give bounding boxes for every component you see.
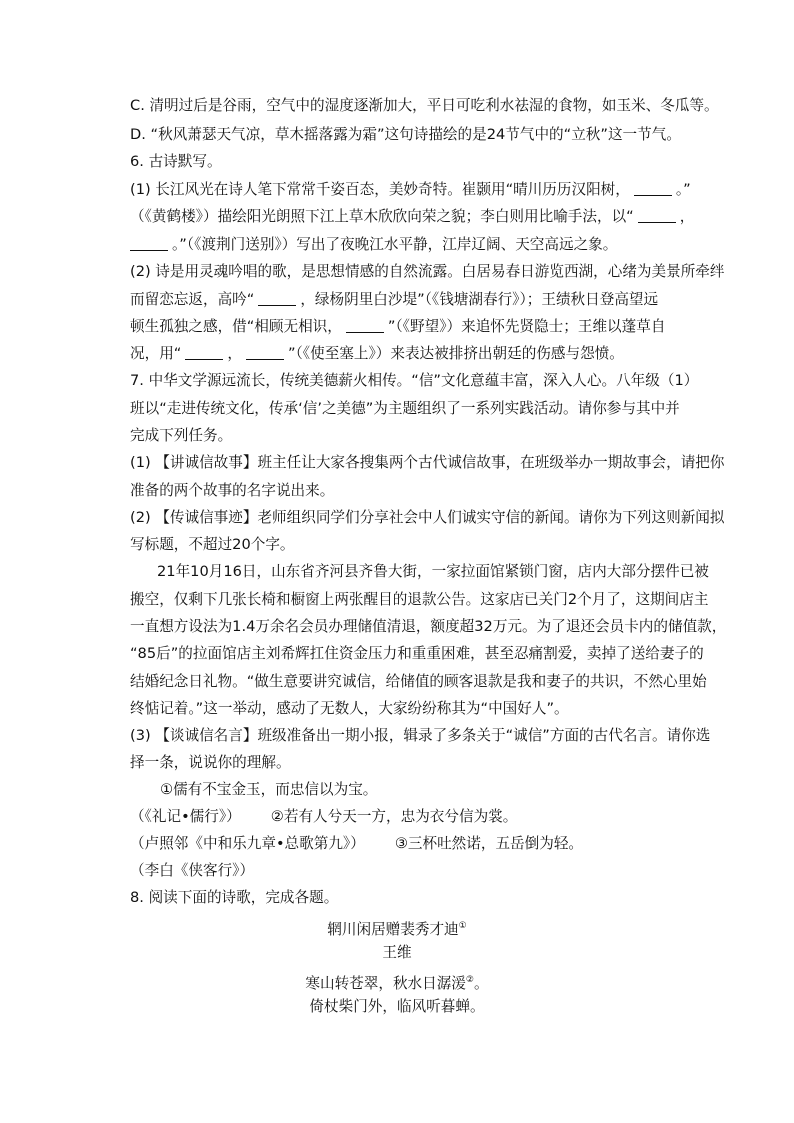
source: （《礼记•儒行》） (130, 808, 241, 825)
q7-1-line-2: 准备的两个故事的名字说出来。 (130, 482, 335, 499)
question-7-line-1: 7. 中华文学源远流长，传统美德薪火相传。“信”文化意蕴丰富，深入人心。八年级（1） (130, 372, 699, 389)
poem-author: 王维 (382, 944, 412, 961)
q6-1-line-3 (130, 235, 617, 255)
text: ， (679, 208, 695, 225)
text: 顿生孤独之感，借“相顾无相识， (130, 318, 342, 335)
answer-blank (258, 291, 296, 306)
answer-blank (634, 181, 672, 196)
q6-2-line-2 (130, 290, 658, 310)
text: （《黄鹤楼》）描绘阳光朗照下江上草木欣欣向荣之貌；李白则用比喻手法，以“ (130, 208, 634, 225)
news-line-3: 一直想方设法为1.4万余名会员办理储值清退，额度超32万元。为了退还会员卡内的储值款， (130, 618, 727, 635)
text: 。” (675, 181, 691, 198)
text: ”（《使至塞上》）来表达被排挤出朝廷的伤感与怨愤。 (287, 345, 624, 362)
answer-blank (130, 236, 168, 251)
answer-blank (346, 318, 384, 333)
quote-2: ②若有人兮天一方，忠为衣兮信为裳。 (270, 808, 518, 825)
quote-line-3 (130, 834, 583, 854)
news-line-2: 搬空，仅剩下几张长椅和橱窗上两张醒目的退款公告。这家店已关门2个月了，这期间店主 (130, 591, 709, 608)
q6-2-line-1: (2) 诗是用灵魂吟唱的歌，是思想情感的自然流露。白居易春日游览西湖，心绪为美景所牵绊 (130, 263, 725, 280)
q7-3-line-1: (3) 【谈诚信名言】班级准备出一期小报，辑录了多条关于“诚信”方面的古代名言。请你选 (130, 727, 711, 744)
footnote-marker: ① (458, 921, 467, 931)
answer-blank (185, 345, 223, 360)
question-7-line-3: 完成下列任务。 (130, 427, 233, 444)
q7-2-line-2: 写标题，不超过20个字。 (130, 536, 295, 553)
q6-1-line-2 (130, 207, 694, 227)
poem-line-1 (0, 970, 794, 994)
q7-2-line-1: (2) 【传诚信事迹】老师组织同学们分享社会中人们诚实守信的新闻。请你为下列这则新闻拟 (130, 509, 725, 526)
text: 而留恋忘返，高吟“ (130, 291, 255, 308)
poem-line-2: 倚杖柴门外，临风听暮蝉。 (309, 998, 485, 1015)
poem-line-1-end: 。 (474, 975, 489, 992)
q6-2-line-3 (130, 317, 665, 337)
source: （卢照邻《中和乐九章•总歌第九》） (130, 835, 365, 852)
quote-3: ③三杯吐然诺，五岳倒为轻。 (394, 835, 584, 852)
poem-title (0, 916, 794, 940)
question-6-heading: 6. 古诗默写。 (130, 153, 222, 170)
news-line-6: 终惦记着。”这一举动，感动了无数人，大家纷纷称其为“中国好人”。 (130, 700, 569, 717)
quote-line-2 (130, 807, 517, 827)
answer-blank (638, 208, 676, 223)
poem-line-1-text: 寒山转苍翠，秋水日潺湲 (305, 975, 466, 992)
q7-3-line-2: 择一条，说说你的理解。 (130, 754, 291, 771)
text: 况，用“ (130, 345, 182, 362)
footnote-marker: ② (465, 975, 474, 985)
news-line-4: “85后”的拉面馆店主刘希辉扛住资金压力和重重困难，甚至忍痛割爱，卖掉了送给妻子的 (130, 645, 704, 662)
text: ， (227, 345, 242, 362)
news-line-1: 21年10月16日，山东省齐河县齐鲁大街，一家拉面馆紧锁门窗，店内大部分摆件已被 (157, 563, 709, 580)
question-8-heading: 8. 阅读下面的诗歌，完成各题。 (130, 889, 339, 906)
quote-source-3: （李白《侠客行》） (130, 862, 255, 879)
text: 。”（《渡荆门送别》）写出了夜晚江水平静，江岸辽阔、天空高远之象。 (172, 236, 618, 253)
q7-1-line-1: (1) 【讲诚信故事】班主任让大家各搜集两个古代诚信故事，在班级举办一期故事会，请把你 (130, 454, 725, 471)
quote-1: ①儒有不宝金玉，而忠信以为宝。 (160, 781, 378, 798)
text: ，绿杨阴里白沙堤”（《钱塘湖春行》）；王绩秋日登高望远 (300, 291, 659, 308)
poem-title-text: 辋川闲居赠裴秀才迪 (327, 921, 459, 938)
text: (1) 长江风光在诗人笔下常常千姿百态，美妙奇特。崔颢用“晴川历历汉阳树， (130, 181, 630, 198)
news-line-5: 结婚纪念日礼物。“做生意要讲究诚信，给储值的顾客退款是我和妻子的共识，不然心里始 (130, 673, 707, 690)
option-d: D. “秋风萧瑟天气凉，草木摇落露为霜”这句诗描绘的是24节气中的“立秋”这一节气。 (130, 126, 681, 143)
question-7-line-2: 班以“走进传统文化，传承‘信’之美德”为主题组织了一系列实践活动。请你参与其中并 (130, 400, 680, 417)
q6-2-line-4 (130, 344, 624, 364)
q6-1-line-1 (130, 180, 691, 200)
option-c: C. 清明过后是谷雨，空气中的湿度逐渐加大，平日可吃利水祛湿的食物，如玉米、冬瓜等。 (130, 97, 719, 114)
answer-blank (246, 345, 284, 360)
text: ”（《野望》）来追怀先贤隐士；王维以蓬草自 (387, 318, 666, 335)
